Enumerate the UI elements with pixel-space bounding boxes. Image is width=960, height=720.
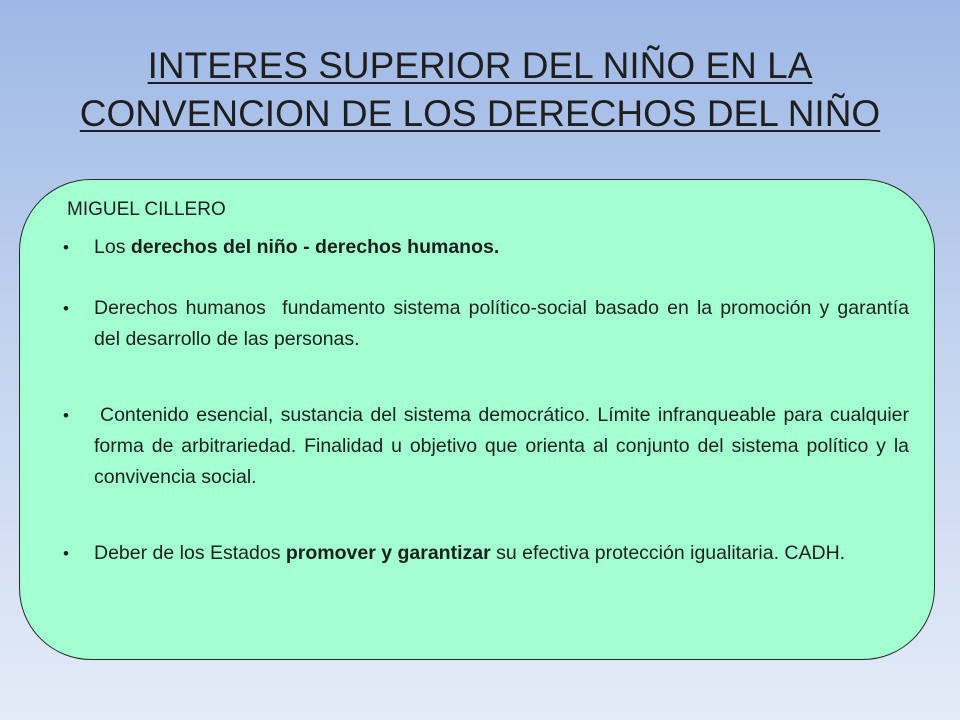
- author-name: MIGUEL CILLERO: [67, 199, 226, 220]
- bullet-dot-icon: •: [63, 544, 69, 563]
- bullet-dot-icon: •: [63, 406, 69, 425]
- slide-title-line-1: INTERES SUPERIOR DEL NIÑO EN LA: [147, 45, 813, 86]
- bullet-dot-icon: •: [63, 238, 69, 257]
- bullet-item-2: [63, 293, 915, 355]
- bullet-4-bold-text: promover y garantizar: [285, 542, 491, 564]
- bullet-list: [63, 232, 915, 569]
- bullet-4-text-post: su efectiva protección igualitaria. CADH.: [490, 542, 846, 564]
- bullet-item-4: [63, 538, 909, 569]
- bullet-dot-icon: •: [63, 299, 69, 318]
- bullet-item-1: [63, 232, 909, 263]
- bullet-3-text: Contenido esencial, sustancia del sistema democrático. Límite infranqueable para cualquier forma de arbitrariedad. Finalidad u objetivo que orienta al conjunto del sistema político y la convivencia social.: [94, 404, 909, 488]
- bullet-1-text: Los: [94, 236, 131, 258]
- bullet-4-text-pre: Deber de los Estados: [94, 542, 286, 564]
- slide-title-line-2: CONVENCION DE LOS DERECHOS DEL NIÑO: [79, 93, 881, 134]
- bullet-1-bold-text: derechos del niño - derechos humanos.: [130, 236, 500, 258]
- slide-title: [40, 42, 920, 138]
- bullet-2-text: Derechos humanos fundamento sistema político-social basado en la promoción y garantía del desarrollo de las personas.: [94, 297, 915, 350]
- bullet-item-3: [63, 400, 909, 493]
